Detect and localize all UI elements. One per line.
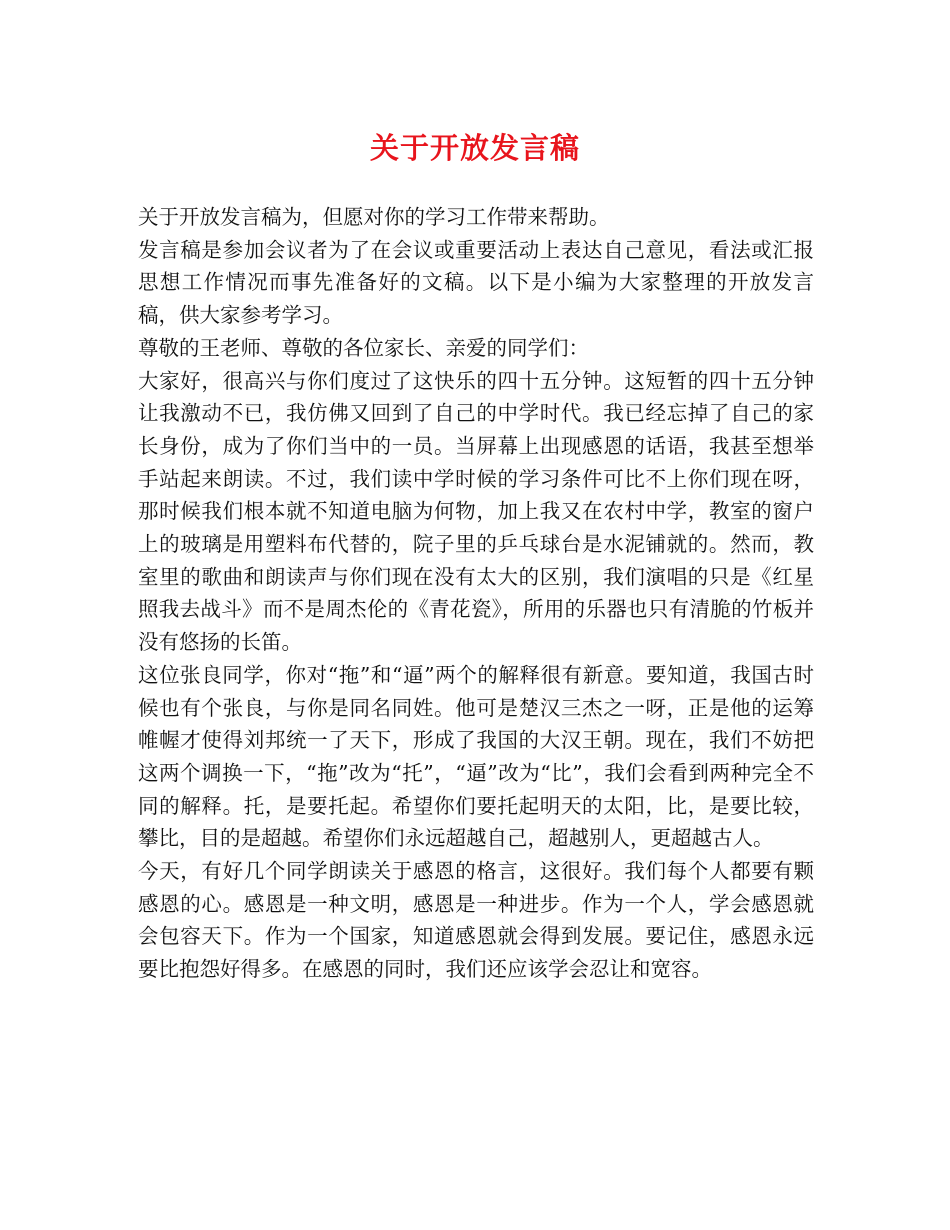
paragraph-definition: 发言稿是参加会议者为了在会议或重要活动上表达自己意见，看法或汇报思想工作情况而事先准备好的文稿。以下是小编为大家整理的开放发言稿，供大家参考学习。 xyxy=(138,237,814,328)
document-title: 关于开放发言稿 xyxy=(369,131,580,165)
paragraph-greeting: 尊敬的王老师、尊敬的各位家长、亲爱的同学们： xyxy=(138,335,589,360)
paragraph-zhang-liang: 这位张良同学，你对“拖”和“逼”两个的解释很有新意。要知道，我国古时候也有个张良，与你是同名同姓。他可是楚汉三杰之一呀，正是他的运筹帷幄才使得刘邦统一了天下，形成了我国的大汉王朝。现在，我们不妨把这两个调换一下，“拖”改为“托”，“逼”改为“比”，我们会看到两种完全不同的解释。托，是要托起。希望你们要托起明天的太阳，比，是要比较，攀比，目的是超越。希望你们永远超越自己，超越别人，更超越古人。 xyxy=(138,662,814,851)
document-body xyxy=(138,201,814,986)
paragraph-intro: 关于开放发言稿为，但愿对你的学习工作带来帮助。 xyxy=(138,205,610,229)
paragraph-memories: 大家好，很高兴与你们度过了这快乐的四十五分钟。这短暂的四十五分钟让我激动不已，我仿佛又回到了自己的中学时代。我已经忘掉了自己的家长身份，成为了你们当中的一员。当屏幕上出现感恩的话语，我甚至想举手站起来朗读。不过，我们读中学时候的学习条件可比不上你们现在呀，那时候我们根本就不知道电脑为何物，加上我又在农村中学，教室的窗户上的玻璃是用塑料布代替的，院子里的乒乓球台是水泥铺就的。然而，教室里的歌曲和朗读声与你们现在没有太大的区别，我们演唱的只是《红星照我去战斗》而不是周杰伦的《青花瓷》，所用的乐器也只有清脆的竹板并没有悠扬的长笛。 xyxy=(138,368,814,655)
paragraph-gratitude: 今天，有好几个同学朗读关于感恩的格言，这很好。我们每个人都要有颗感恩的心。感恩是一种文明，感恩是一种进步。作为一个人，学会感恩就会包容天下。作为一个国家，知道感恩就会得到发展。要记住，感恩永远要比抱怨好得多。在感恩的同时，我们还应该学会忍让和宽容。 xyxy=(138,859,814,982)
